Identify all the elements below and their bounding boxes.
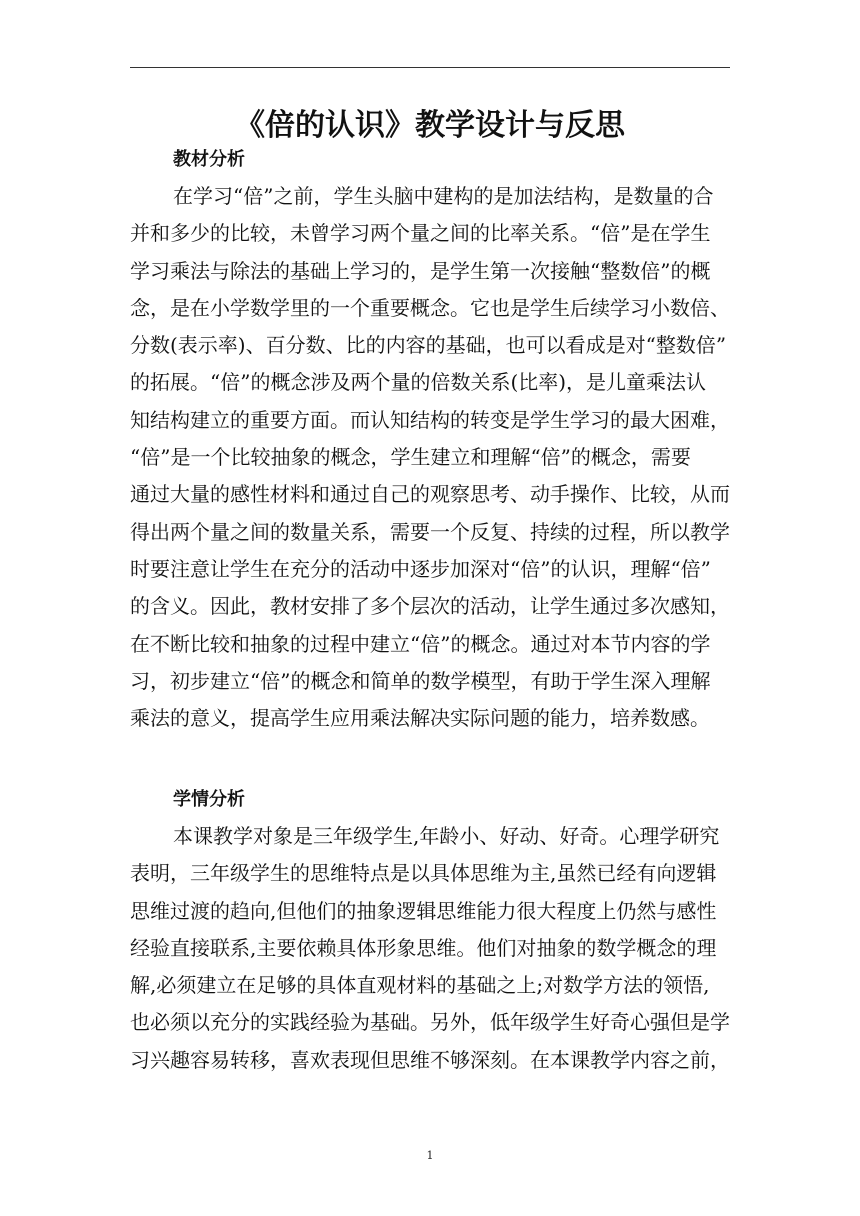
text-line: 习兴趣容易转移，喜欢表现但思维不够深刻。在本课教学内容之前， (130, 1047, 730, 1072)
text-line: 乘法的意义，提高学生应用乘法解决实际问题的能力，培养数感。 (130, 706, 710, 731)
text-line: 解,必须建立在足够的具体直观材料的基础之上;对数学方法的领悟, (130, 973, 710, 998)
text-line: 在学习“倍”之前，学生头脑中建构的是加法结构，是数量的合 (173, 184, 714, 208)
text-line: 的拓展。“倍”的概念涉及两个量的倍数关系(比率)，是儿童乘法认 (130, 370, 707, 395)
section-heading-student-analysis: 学情分析 (173, 789, 245, 810)
text-line: 通过大量的感性材料和通过自己的观察思考、动手操作、比较，从而 (130, 482, 730, 507)
text-line: 得出两个量之间的数量关系，需要一个反复、持续的过程，所以教学 (130, 519, 730, 544)
text-line: 表明，三年级学生的思维特点是以具体思维为主,虽然已经有向逻辑 (130, 861, 717, 886)
text-line: 并和多少的比较，未曾学习两个量之间的比率关系。“倍”是在学生 (130, 221, 711, 246)
paragraph-textbook-analysis (130, 178, 730, 737)
text-line: 知结构建立的重要方面。而认知结构的转变是学生学习的最大困难， (130, 407, 730, 432)
section-heading-textbook-analysis: 教材分析 (173, 149, 245, 170)
document-title: 《倍的认识》教学设计与反思 (235, 108, 625, 143)
page-number: 1 (426, 1149, 434, 1162)
text-line: 分数(表示率)、百分数、比的内容的基础，也可以看成是对“整数倍” (130, 333, 727, 358)
text-line: 思维过渡的趋向,但他们的抽象逻辑思维能力很大程度上仍然与感性 (130, 898, 717, 923)
text-line: 本课教学对象是三年级学生,年龄小、好动、好奇。心理学研究 (173, 824, 720, 848)
text-line: 也必须以充分的实践经验为基础。另外，低年级学生好奇心强但是学 (130, 1010, 730, 1035)
text-line: 的含义。因此，教材安排了多个层次的活动，让学生通过多次感知， (130, 594, 730, 619)
text-line: “倍”是一个比较抽象的概念，学生建立和理解“倍”的概念，需要 (130, 445, 691, 470)
paragraph-student-analysis (130, 818, 730, 1079)
text-line: 在不断比较和抽象的过程中建立“倍”的概念。通过对本节内容的学 (130, 631, 711, 656)
header-rule (130, 67, 730, 68)
text-line: 习，初步建立“倍”的概念和简单的数学模型，有助于学生深入理解 (130, 668, 711, 693)
text-line: 经验直接联系,主要依赖具体形象思维。他们对抽象的数学概念的理 (130, 935, 717, 960)
text-line: 学习乘法与除法的基础上学习的，是学生第一次接触“整数倍”的概 (130, 258, 711, 283)
text-line: 念，是在小学数学里的一个重要概念。它也是学生后续学习小数倍、 (130, 295, 730, 320)
text-line: 时要注意让学生在充分的活动中逐步加深对“倍”的认识，理解“倍” (130, 556, 711, 581)
